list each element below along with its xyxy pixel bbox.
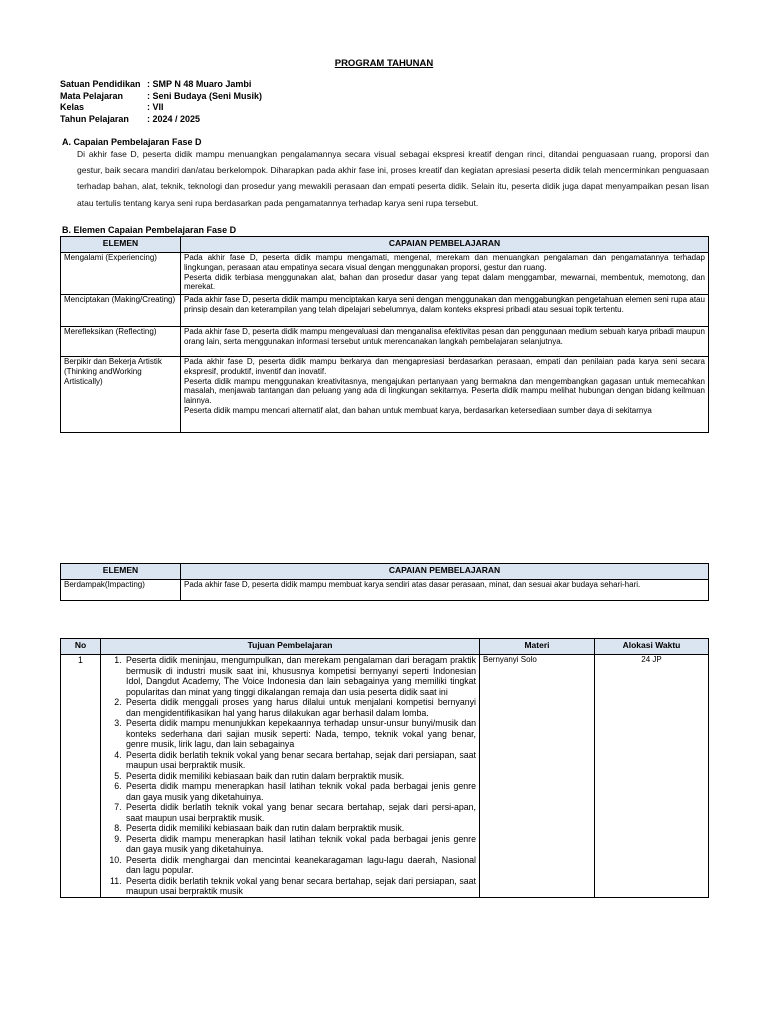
meta-label: Mata Pelajaran [60, 90, 124, 101]
tujuan-cell [101, 655, 480, 898]
list-item: 3. Peserta didik mampu menunjukkan kepekaannya terhadap unsur-unsur bunyi/musik dan konteks sederhana dari sajian musik seperti: Nada, tempo, teknik vokal yang benar, genre musik, lirik lagu, dan lain sebagainya [124, 718, 476, 750]
section-b-heading: B. Elemen Capaian Pembelajaran Fase D [62, 225, 237, 235]
table-row [61, 357, 709, 433]
list-item: 11. Peserta didik berlatih teknik vokal yang benar secara bertahap, sejak dari persiapan, saat maupun usai berpraktik musik [124, 876, 476, 897]
no-cell: 1 [61, 655, 101, 898]
meta-value: : VII [147, 102, 164, 112]
header-no: No [61, 639, 101, 655]
document-meta [60, 79, 262, 125]
list-item: 6. Peserta didik mampu menerapkan hasil latihan teknik vokal pada berbagai jenis genre dan gaya musik yang diketahuinya. [124, 781, 476, 802]
meta-value: : 2024 / 2025 [147, 113, 201, 124]
header-capaian: CAPAIAN PEMBELAJARAN [181, 564, 709, 580]
header-tujuan: Tujuan Pembelajaran [101, 639, 480, 655]
list-item: 8. Peserta didik memiliki kebiasaan baik dan rutin dalam berpraktik musik. [124, 823, 476, 834]
elemen-cell: Mengalami (Experiencing) [61, 253, 181, 295]
table-row [61, 295, 709, 327]
header-capaian: CAPAIAN PEMBELAJARAN [181, 237, 709, 253]
table-row [61, 253, 709, 295]
header-materi: Materi [480, 639, 595, 655]
list-item: 7. Peserta didik berlatih teknik vokal yang benar secara bertahap, sejak dari persi-apan, saat maupun usai berpraktik musik. [124, 802, 476, 823]
elemen-table [60, 236, 709, 433]
impact-table [60, 563, 709, 601]
list-item: 1. Peserta didik meninjau, mengumpulkan, dan merekam pengalaman dari beragam praktik bermusik di industri musik saat ini, khususnya kompetisi bernyanyi seperti Indonesian Idol, Dangdut Academy, The Voice Indonesia dan lain sebagainya yang memiliki tingkat popularitas dan minat yang tinggi dikalangan remaja dan usia peserta didik saat ini [124, 655, 476, 697]
capaian-cell: Pada akhir fase D, peserta didik mampu membuat karya sendiri atas dasar perasaan, minat, dan sesuai akar budaya sehari-hari. [181, 580, 709, 601]
meta-label: Kelas [60, 102, 85, 112]
capaian-cell: Pada akhir fase D, peserta didik mampu mengamati, mengenal, merekam dan menuangkan pengalaman dan pengamatannya terhadap lingkungan, perasaan atau empatinya secara visual dengan menggunakan proporsi, gestur dan ruang. Peserta didik terbiasa menggunakan alat, bahan dan prosedur dasar yang tepat dalam menggambar, mewarnai, membentuk, memotong, dan merekat. [181, 253, 709, 295]
meta-value: : SMP N 48 Muaro Jambi [147, 79, 252, 89]
header-alokasi: Alokasi Waktu [595, 639, 709, 655]
elemen-cell: Berdampak(Impacting) [61, 580, 181, 601]
list-item: 4. Peserta didik berlatih teknik vokal yang benar secara bertahap, sejak dari persiapan, saat maupun usai berpraktik musik. [124, 750, 476, 771]
elemen-cell: Merefleksikan (Reflecting) [61, 327, 181, 357]
elemen-cell: Menciptakan (Making/Creating) [61, 295, 181, 327]
tujuan-pembelajaran-table [60, 638, 709, 898]
section-a-paragraph: Di akhir fase D, peserta didik mampu menuangkan pengalamannya secara visual sebagai ekspresi kreatif dengan rinci, ditandai penguasaan ruang, proporsi dan gestur, baik secara mandiri dan/atau berkelompok. Diharapkan pada akhir fase ini, proses kreatif dan kegiatan apresiasi peserta didik telah mencerminkan penguasaan terhadap bahan, alat, teknik, teknologi dan prosedur yang mewakili perasaan dan empati peserta didik. Selain itu, peserta didik juga dapat menyampaikan pesan lisan atau tertulis tentang karya seni rupa berdasarkan pada pengamatannya terhadap karya seni rupa tersebut. [77, 149, 709, 208]
header-elemen: ELEMEN [61, 564, 181, 580]
section-a-heading: A. Capaian Pembelajaran Fase D [62, 137, 202, 147]
elemen-cell: Berpikir dan Bekerja Artistik (Thinking andWorking Artistically) [61, 357, 181, 433]
table-row [61, 580, 709, 601]
table-row [61, 655, 709, 898]
list-item: 5. Peserta didik memiliki kebiasaan baik dan rutin dalam berpraktik musik. [124, 771, 476, 782]
header-elemen: ELEMEN [61, 237, 181, 253]
meta-row-tahun [60, 114, 262, 126]
meta-value: : Seni Budaya (Seni Musik) [147, 90, 263, 101]
table-row [61, 327, 709, 357]
list-item: 9. Peserta didik mampu menerapkan hasil latihan teknik vokal pada berbagai jenis genre dan gaya musik yang diketahuinya. [124, 834, 476, 855]
meta-label: Satuan Pendidikan [60, 79, 141, 89]
meta-label: Tahun Pelajaran [60, 113, 129, 124]
capaian-cell: Pada akhir fase D, peserta didik mampu mengevaluasi dan menganalisa efektivitas pesan dan penggunaan medium sebuah karya pribadi maupun orang lain, serta menggunakan informasi tersebut untuk merencanakan langkah pembelajaran selanjutnya. [181, 327, 709, 357]
document-title: PROGRAM TAHUNAN [334, 58, 434, 69]
meta-row-kelas [60, 102, 262, 114]
alokasi-cell: 24 JP [595, 655, 709, 898]
capaian-cell: Pada akhir fase D, peserta didik mampu berkarya dan mengapresiasi berdasarkan perasaan, empati dan penilaian pada karya seni secara ekspresif, produktif, inventif dan inovatif. Peserta didik mampu menggunakan kreativitasnya, mengajukan pertanyaan yang bermakna dan mengembangkan gagasan untuk memecahkan masalah, menjawab tantangan dan peluang yang ada di lingkungan sekitarnya. Peserta didik mampu melihat hubungan dengan bidang keilmuan lainnya. Peserta didik mampu mencari alternatif alat, dan bahan untuk membuat karya, berdasarkan ketersediaan sumber daya di sekitarnya [181, 357, 709, 433]
meta-row-satuan [60, 79, 262, 91]
list-item: 2. Peserta didik menggali proses yang harus dilalui untuk menjalani kompetisi bernyanyi dan mengidentifikasikan hal yang harus dilakukan agar berhasil dalam lomba. [124, 697, 476, 718]
capaian-cell: Pada akhir fase D, peserta didik mampu menciptakan karya seni dengan menggunakan dan menggabungkan pengetahuan elemen seni rupa atau prinsip desain dan keterampilan yang telah dipelajari sebelumnya, dalam konteks ekspresi pribadi atau sesuai topik tertentu. [181, 295, 709, 327]
materi-cell: Bernyanyi Solo [480, 655, 595, 898]
list-item: 10. Peserta didik menghargai dan mencintai keanekaragaman lagu-lagu daerah, Nasional dan lagu popular. [124, 855, 476, 876]
meta-row-mapel [60, 91, 262, 103]
tujuan-list [104, 655, 476, 897]
